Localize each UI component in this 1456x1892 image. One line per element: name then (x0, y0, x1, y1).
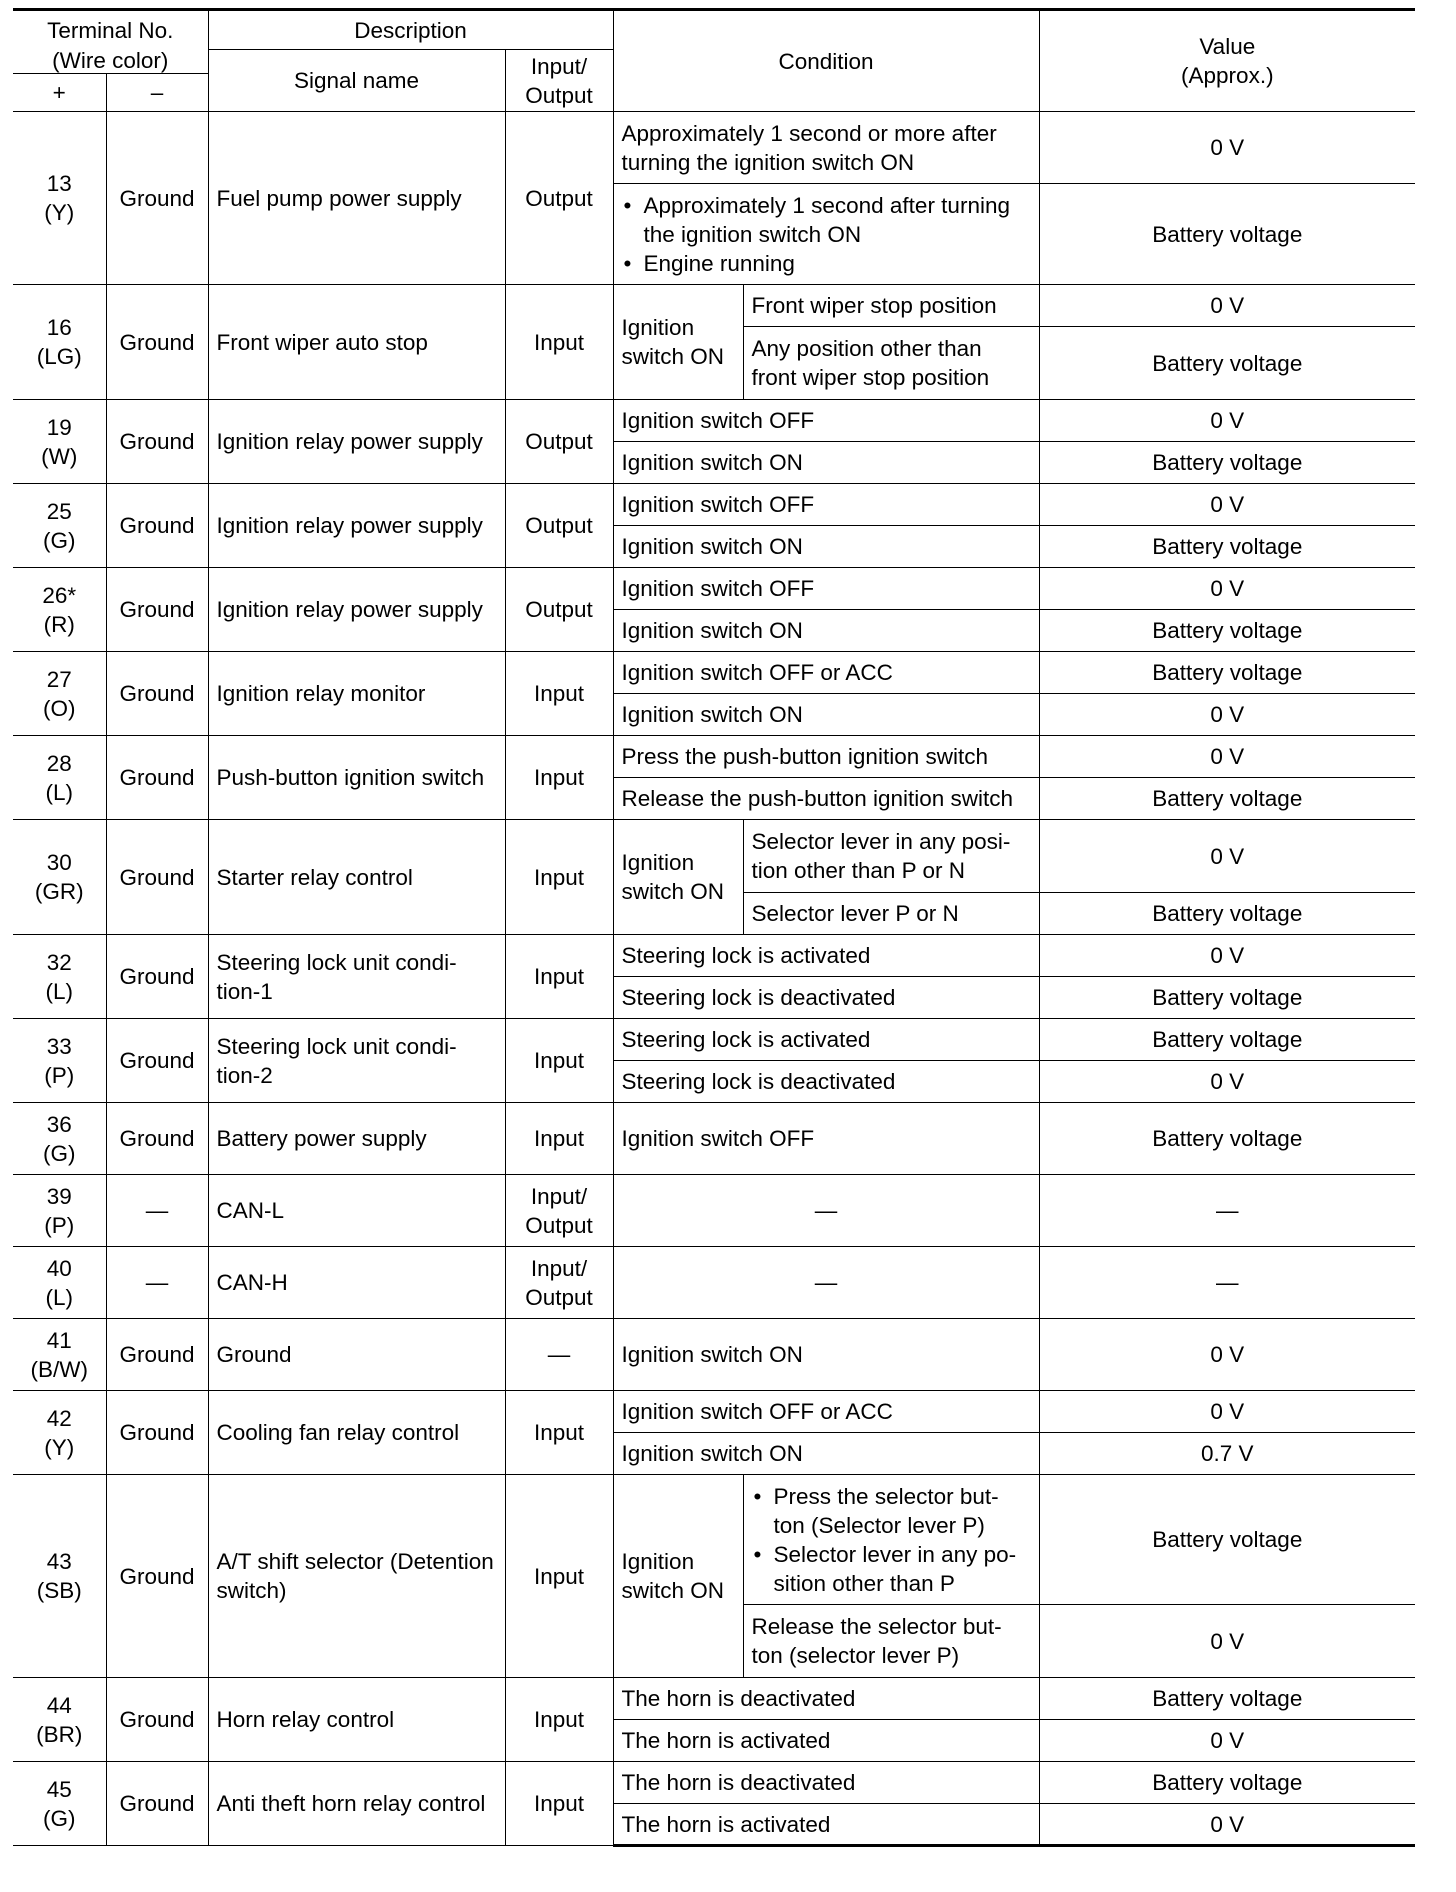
condition-cell: Selector lever P or N (743, 893, 1039, 935)
terminal-cell (13, 1762, 106, 1846)
terminal-cell (13, 484, 106, 568)
input-output-cell: Input/ Output (505, 1247, 613, 1319)
terminal-cell (13, 400, 106, 484)
ground-cell: Ground (106, 736, 208, 820)
ground-cell: Ground (106, 1319, 208, 1391)
condition-cell: Ignition switch OFF (613, 568, 1039, 610)
wire-color: (Y) (44, 200, 75, 225)
terminal-number: 41 (46, 1327, 72, 1353)
plus-header: + (13, 74, 106, 112)
condition-cell: Release the push-button ignition switch (613, 778, 1039, 820)
minus-header: – (106, 74, 208, 112)
description-header: Description (208, 10, 613, 50)
signal-name-cell: Push-button ignition switch (208, 736, 505, 820)
wire-color: (P) (44, 1212, 75, 1238)
signal-name-cell: CAN-L (208, 1175, 505, 1247)
condition-cell: Release the selector but- ton (selector lever P) (743, 1605, 1039, 1678)
condition-cell: The horn is deactivated (613, 1678, 1039, 1720)
condition-bullet-list (752, 1482, 1031, 1598)
value-cell: Battery voltage (1039, 1762, 1415, 1804)
terminal-cell (13, 820, 106, 935)
terminal-number: 16 (46, 315, 72, 340)
value-header (1039, 10, 1415, 112)
signal-name-cell: A/T shift selector (Detention switch) (208, 1475, 505, 1678)
condition-cell: The horn is activated (613, 1804, 1039, 1846)
signal-name-cell: Ignition relay monitor (208, 652, 505, 736)
value-cell: Battery voltage (1039, 1103, 1415, 1175)
condition-cell: Steering lock is deactivated (613, 1061, 1039, 1103)
ground-cell: — (106, 1247, 208, 1319)
table-row (13, 112, 1415, 184)
value-cell: 0 V (1039, 694, 1415, 736)
signal-name-cell: Horn relay control (208, 1678, 505, 1762)
terminal-number: 30 (46, 850, 72, 875)
condition-cell: Steering lock is deactivated (613, 977, 1039, 1019)
wire-color: (G) (43, 1140, 76, 1166)
table-row (13, 1103, 1415, 1175)
value-cell: 0 V (1039, 935, 1415, 977)
terminal-cell (13, 1247, 106, 1319)
terminal-table (13, 8, 1415, 1847)
wire-color: (GR) (34, 879, 84, 904)
table-row (13, 1678, 1415, 1720)
table-row (13, 935, 1415, 977)
terminal-number: 32 (46, 949, 72, 975)
input-output-cell: Input (505, 1103, 613, 1175)
condition-cell: Ignition switch OFF or ACC (613, 652, 1039, 694)
condition-cell: — (613, 1175, 1039, 1247)
wire-color: (Y) (44, 1434, 75, 1460)
table-row (13, 1319, 1415, 1391)
value-cell: Battery voltage (1039, 1019, 1415, 1061)
terminal-no-header (13, 10, 208, 50)
value-cell: Battery voltage (1039, 893, 1415, 935)
condition-cell: Ignition switch ON (613, 526, 1039, 568)
table-header (13, 10, 1415, 112)
terminal-number: 40 (46, 1255, 72, 1281)
terminal-number: 39 (46, 1183, 72, 1209)
terminal-number: 27 (46, 666, 72, 692)
ground-cell: Ground (106, 1762, 208, 1846)
signal-name-cell: Fuel pump power supply (208, 112, 505, 285)
wire-color: (SB) (36, 1578, 82, 1603)
terminal-cell (13, 1678, 106, 1762)
condition-cell: Front wiper stop position (743, 285, 1039, 327)
ground-cell: Ground (106, 1678, 208, 1762)
value-cell: 0.7 V (1039, 1433, 1415, 1475)
value-cell: Battery voltage (1039, 184, 1415, 285)
table-row (13, 1019, 1415, 1061)
table-row (13, 400, 1415, 442)
table-row (13, 568, 1415, 610)
ground-cell: Ground (106, 820, 208, 935)
table-row (13, 1762, 1415, 1804)
condition-bullet-list (622, 191, 1031, 278)
value-cell: 0 V (1039, 736, 1415, 778)
terminal-cell (13, 1475, 106, 1678)
signal-name-cell: Steering lock unit condi- tion-2 (208, 1019, 505, 1103)
terminal-cell (13, 1319, 106, 1391)
condition-cell (743, 1475, 1039, 1605)
terminal-number: 43 (46, 1549, 72, 1574)
input-output-cell: Input (505, 1475, 613, 1678)
value-cell: 0 V (1039, 285, 1415, 327)
table-row (13, 1175, 1415, 1247)
value-cell: 0 V (1039, 1605, 1415, 1678)
terminal-number: 45 (46, 1776, 72, 1802)
ground-cell: Ground (106, 1475, 208, 1678)
signal-name-cell: Ignition relay power supply (208, 568, 505, 652)
value-cell: Battery voltage (1039, 1678, 1415, 1720)
wire-color: (O) (43, 695, 76, 721)
input-output-label-1: Input/ (530, 53, 588, 79)
value-cell: 0 V (1039, 1391, 1415, 1433)
wire-color: (R) (43, 611, 75, 637)
condition-cell: Steering lock is activated (613, 1019, 1039, 1061)
terminal-cell (13, 1391, 106, 1475)
table-row (13, 1475, 1415, 1605)
value-cell: 0 V (1039, 400, 1415, 442)
input-output-cell: Input (505, 1762, 613, 1846)
input-output-cell: Input (505, 652, 613, 736)
terminal-number: 26* (42, 582, 77, 608)
value-label: Value (1199, 34, 1256, 59)
condition-cell: Any position other than front wiper stop position (743, 327, 1039, 400)
input-output-cell: Output (505, 484, 613, 568)
value-cell: 0 V (1039, 484, 1415, 526)
ground-cell: Ground (106, 1019, 208, 1103)
condition-cell: Ignition switch OFF (613, 484, 1039, 526)
table-row (13, 736, 1415, 778)
terminal-no-label: Terminal No. (47, 17, 174, 43)
input-output-cell: Output (505, 112, 613, 285)
condition-cell: Ignition switch OFF or ACC (613, 1391, 1039, 1433)
wire-color: (L) (45, 978, 73, 1004)
ground-cell: Ground (106, 568, 208, 652)
condition-header: Condition (613, 10, 1039, 112)
terminal-cell (13, 935, 106, 1019)
condition-cell (613, 184, 1039, 285)
value-cell: Battery voltage (1039, 442, 1415, 484)
condition-cell: Ignition switch OFF (613, 1103, 1039, 1175)
value-cell: — (1039, 1247, 1415, 1319)
signal-name-cell: CAN-H (208, 1247, 505, 1319)
condition-cell: Selector lever in any posi- tion other than P or N (743, 820, 1039, 893)
wire-color: (LG) (36, 344, 82, 369)
table-row (13, 1247, 1415, 1319)
terminal-cell (13, 112, 106, 285)
table-row (13, 1391, 1415, 1433)
terminal-number: 42 (46, 1405, 72, 1431)
table-row (13, 652, 1415, 694)
value-cell: 0 V (1039, 1804, 1415, 1846)
terminal-number: 33 (46, 1033, 72, 1059)
value-cell: 0 V (1039, 568, 1415, 610)
terminal-cell (13, 1019, 106, 1103)
condition-cell: — (613, 1247, 1039, 1319)
input-output-cell: Input (505, 736, 613, 820)
input-output-cell: Input (505, 1678, 613, 1762)
terminal-cell (13, 652, 106, 736)
value-cell: 0 V (1039, 1319, 1415, 1391)
signal-name-cell: Ground (208, 1319, 505, 1391)
condition-bullet-item: • Engine running (622, 249, 1031, 278)
input-output-cell: Output (505, 568, 613, 652)
ground-cell: Ground (106, 1391, 208, 1475)
terminal-number: 28 (46, 750, 72, 776)
signal-name-cell: Anti theft horn relay control (208, 1762, 505, 1846)
terminal-cell (13, 568, 106, 652)
condition-group-cell: Ignition switch ON (613, 820, 743, 935)
value-cell: Battery voltage (1039, 526, 1415, 568)
condition-cell: Ignition switch ON (613, 1433, 1039, 1475)
condition-group-cell: Ignition switch ON (613, 1475, 743, 1678)
signal-name-cell: Steering lock unit condi- tion-1 (208, 935, 505, 1019)
signal-name-cell: Front wiper auto stop (208, 285, 505, 400)
signal-name-cell: Cooling fan relay control (208, 1391, 505, 1475)
condition-cell: Ignition switch ON (613, 694, 1039, 736)
input-output-cell: Input (505, 820, 613, 935)
ground-cell: Ground (106, 400, 208, 484)
condition-cell: Ignition switch ON (613, 1319, 1039, 1391)
condition-cell: Ignition switch OFF (613, 400, 1039, 442)
wire-color: (G) (43, 527, 76, 553)
signal-name-cell: Battery power supply (208, 1103, 505, 1175)
table-body (13, 112, 1415, 1846)
value-cell: Battery voltage (1039, 1475, 1415, 1605)
value-cell: Battery voltage (1039, 977, 1415, 1019)
value-cell: Battery voltage (1039, 610, 1415, 652)
value-cell: 0 V (1039, 1061, 1415, 1103)
terminal-number: 25 (46, 498, 72, 524)
ground-cell: Ground (106, 285, 208, 400)
terminal-number: 44 (46, 1692, 72, 1718)
value-cell: Battery voltage (1039, 778, 1415, 820)
ground-cell: Ground (106, 1103, 208, 1175)
input-output-header (505, 50, 613, 112)
input-output-cell: Input (505, 285, 613, 400)
value-cell: — (1039, 1175, 1415, 1247)
condition-cell: The horn is activated (613, 1720, 1039, 1762)
value-cell: 0 V (1039, 1720, 1415, 1762)
terminal-cell (13, 285, 106, 400)
signal-name-cell: Ignition relay power supply (208, 484, 505, 568)
table-row (13, 484, 1415, 526)
input-output-label-2: Output (525, 82, 593, 108)
ground-cell: Ground (106, 112, 208, 285)
signal-name-header: Signal name (208, 50, 505, 112)
condition-bullet-item: • Approximately 1 second after turning the ignition switch ON (622, 191, 1031, 249)
input-output-cell: Output (505, 400, 613, 484)
value-cell: 0 V (1039, 820, 1415, 893)
condition-cell: Ignition switch ON (613, 610, 1039, 652)
condition-cell: Ignition switch ON (613, 442, 1039, 484)
input-output-cell: Input (505, 1391, 613, 1475)
value-cell: 0 V (1039, 112, 1415, 184)
input-output-cell: Input (505, 935, 613, 1019)
condition-cell: Approximately 1 second or more after turning the ignition switch ON (613, 112, 1039, 184)
ground-cell: Ground (106, 484, 208, 568)
wire-color: (P) (44, 1062, 75, 1088)
input-output-cell: — (505, 1319, 613, 1391)
ground-cell: Ground (106, 652, 208, 736)
ground-cell: — (106, 1175, 208, 1247)
wire-color-header: (Wire color) (13, 50, 208, 74)
condition-group-cell: Ignition switch ON (613, 285, 743, 400)
condition-bullet-item: • Press the selector but- ton (Selector lever P) (752, 1482, 1031, 1540)
input-output-cell: Input (505, 1019, 613, 1103)
wire-color: (B/W) (30, 1356, 88, 1382)
signal-name-cell: Starter relay control (208, 820, 505, 935)
value-cell: Battery voltage (1039, 327, 1415, 400)
condition-bullet-item: • Selector lever in any po- sition other than P (752, 1540, 1031, 1598)
wire-color: (L) (45, 1284, 73, 1310)
terminal-cell (13, 1103, 106, 1175)
table-row (13, 820, 1415, 893)
condition-cell: Press the push-button ignition switch (613, 736, 1039, 778)
signal-name-cell: Ignition relay power supply (208, 400, 505, 484)
wire-color: (G) (43, 1805, 76, 1831)
terminal-cell (13, 736, 106, 820)
wire-color: (W) (41, 443, 78, 469)
condition-cell: Steering lock is activated (613, 935, 1039, 977)
terminal-number: 13 (46, 171, 72, 196)
input-output-cell: Input/ Output (505, 1175, 613, 1247)
value-approx-label: (Approx.) (1181, 63, 1274, 88)
terminal-cell (13, 1175, 106, 1247)
wire-color: (BR) (36, 1721, 83, 1747)
terminal-number: 19 (46, 414, 72, 440)
condition-cell: The horn is deactivated (613, 1762, 1039, 1804)
ground-cell: Ground (106, 935, 208, 1019)
value-cell: Battery voltage (1039, 652, 1415, 694)
wire-color: (L) (45, 779, 73, 805)
terminal-number: 36 (46, 1111, 72, 1137)
table-row (13, 285, 1415, 327)
